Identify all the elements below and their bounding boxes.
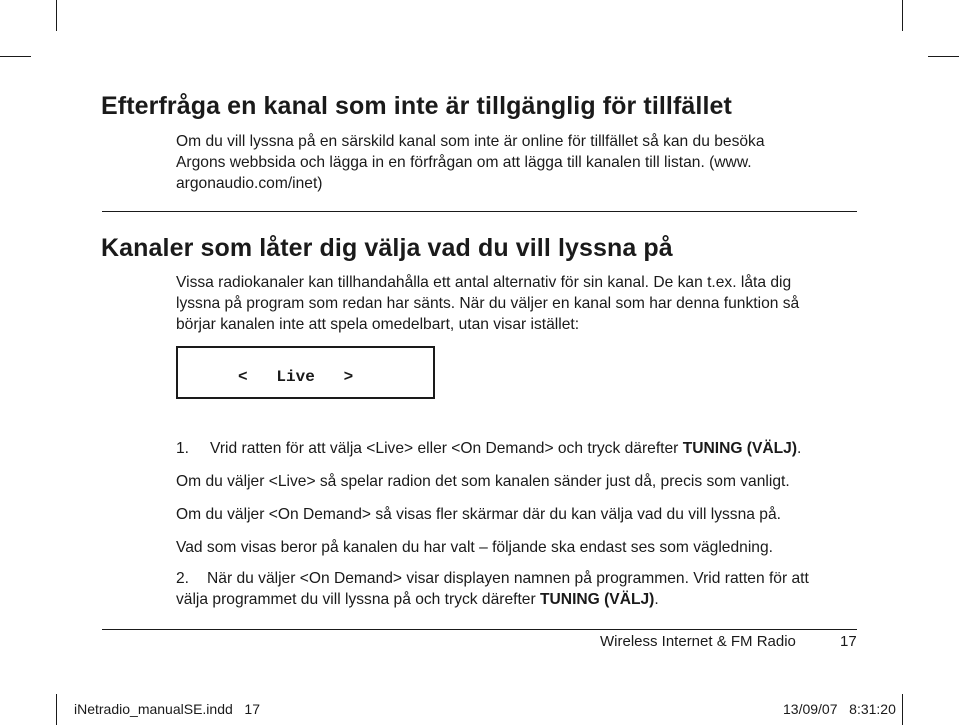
section-divider [102, 211, 857, 212]
section-heading-request-channel: Efterfråga en kanal som inte är tillgänglig för tillfället [101, 92, 732, 120]
section-body-on-demand [176, 272, 799, 335]
crop-mark [902, 694, 903, 725]
button-name: TUNING (VÄLJ) [540, 591, 655, 608]
crop-mark [56, 0, 57, 31]
body-line: Om du vill lyssna på en särskild kanal som inte är online för tillfället så kan du besöka [176, 133, 765, 150]
body-line: Argons webbsida och lägga in en förfrågan om att lägga till kanalen till listan. (www. [176, 154, 752, 171]
step-text: Vrid ratten för att välja <Live> eller <On Demand> och tryck därefter [210, 440, 683, 457]
crop-mark [56, 694, 57, 725]
step-1 [176, 438, 801, 459]
section-body-request-channel [176, 131, 765, 194]
crop-mark [902, 0, 903, 31]
step-text: välja programmet du vill lyssna på och tryck därefter [176, 591, 541, 608]
slug-filename: iNetradio_manualSE.indd 17 [74, 701, 261, 717]
step-text: När du väljer <On Demand> visar displayen namnen på programmen. Vrid ratten för att [207, 570, 809, 587]
step-number: 1. [176, 440, 190, 457]
punctuation: . [654, 591, 659, 608]
footer-title: Wireless Internet & FM Radio [600, 633, 796, 650]
step-line [176, 568, 809, 589]
para-live: Om du väljer <Live> så spelar radion det som kanalen sänder just då, precis som vanligt. [176, 473, 790, 490]
body-line: börjar kanalen inte att spela omedelbart, utan visar istället: [176, 316, 580, 333]
punctuation: . [797, 440, 802, 457]
step-2 [176, 568, 809, 610]
page-number: 17 [840, 633, 857, 650]
step-line [176, 589, 809, 610]
crop-mark [928, 56, 959, 57]
body-line: argonaudio.com/inet) [176, 175, 323, 192]
radio-display [176, 346, 435, 399]
display-text: < Live > [238, 368, 354, 386]
slug-timestamp: 13/09/07 8:31:20 [783, 701, 896, 717]
para-on-demand: Om du väljer <On Demand> så visas fler skärmar där du kan välja vad du vill lyssna på. [176, 506, 781, 523]
step-number: 2. [176, 570, 190, 587]
section-heading-on-demand: Kanaler som låter dig välja vad du vill lyssna på [101, 234, 673, 262]
body-line: Vissa radiokanaler kan tillhandahålla ett antal alternativ för sin kanal. De kan t.ex. låta dig [176, 274, 792, 291]
para-guidance: Vad som visas beror på kanalen du har valt – följande ska endast ses som vägledning. [176, 539, 773, 556]
body-line: lyssna på program som redan har sänts. När du väljer en kanal som har denna funktion så [176, 295, 800, 312]
footer-divider [102, 629, 857, 630]
crop-mark [0, 56, 31, 57]
button-name: TUNING (VÄLJ) [682, 440, 798, 457]
